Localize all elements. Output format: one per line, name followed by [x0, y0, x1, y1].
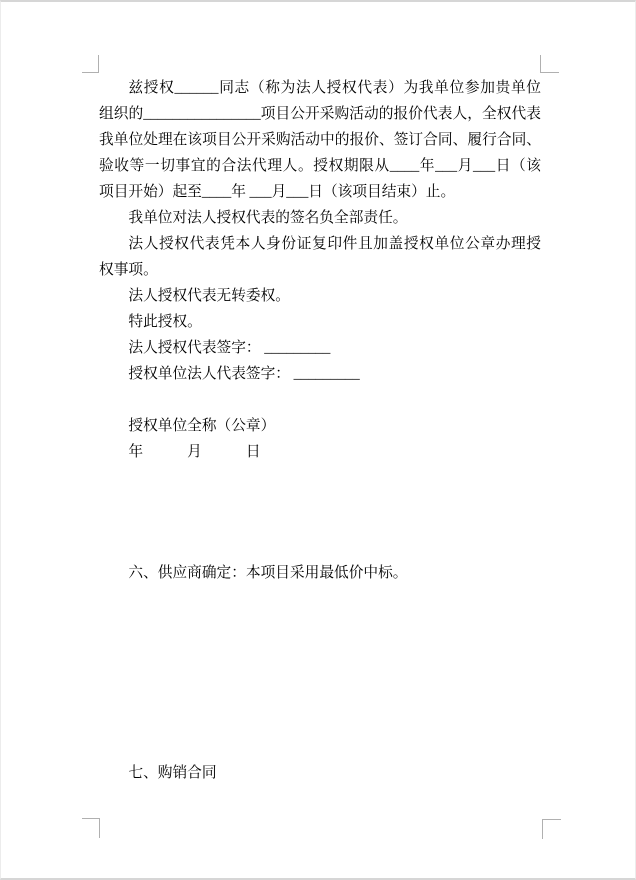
document-text-area: [99, 75, 541, 786]
id-copy-line: 法人授权代表凭本人身份证复印件且加盖授权单位公章办理授: [128, 236, 541, 252]
auth-paragraph-line: 组织的________________项目公开采购活动的报价代表人，全权代表: [99, 106, 541, 122]
text-boundary-mark-top-right: [540, 55, 559, 73]
text-boundary-mark-bottom-left: [82, 818, 100, 838]
responsibility-line: 我单位对法人授权代表的签名负全部责任。: [128, 210, 408, 226]
auth-paragraph-line: 兹授权______同志（称为法人授权代表）为我单位参加贵单位: [128, 80, 541, 96]
auth-paragraph-line: 验收等一切事宜的合法代理人。授权期限从____年___月___日（该: [99, 158, 541, 174]
representative-signature-line: 法人授权代表签字： _________: [128, 340, 331, 356]
text-boundary-mark-bottom-right: [542, 819, 561, 839]
no-delegation-line: 法人授权代表无转委权。: [128, 288, 290, 304]
section-six-heading: 六、供应商确定：本项目采用最低价中标。: [128, 565, 408, 581]
text-boundary-mark-top-left: [82, 55, 99, 73]
auth-paragraph-line: 项目开始）起至____年 ___月___日（该项目结束）止。: [99, 184, 456, 200]
date-line: 年 月 日: [128, 444, 261, 460]
id-copy-line: 权事项。: [99, 262, 158, 278]
section-seven-heading: 七、购销合同: [128, 765, 217, 781]
unit-name-seal-line: 授权单位全称（公章）: [128, 418, 276, 434]
auth-paragraph-line: 我单位处理在该项目公开采购活动中的报价、签订合同、履行合同、: [99, 132, 541, 148]
hereby-authorize-line: 特此授权。: [128, 314, 202, 330]
legal-rep-signature-line: 授权单位法人代表签字： _________: [128, 366, 360, 382]
